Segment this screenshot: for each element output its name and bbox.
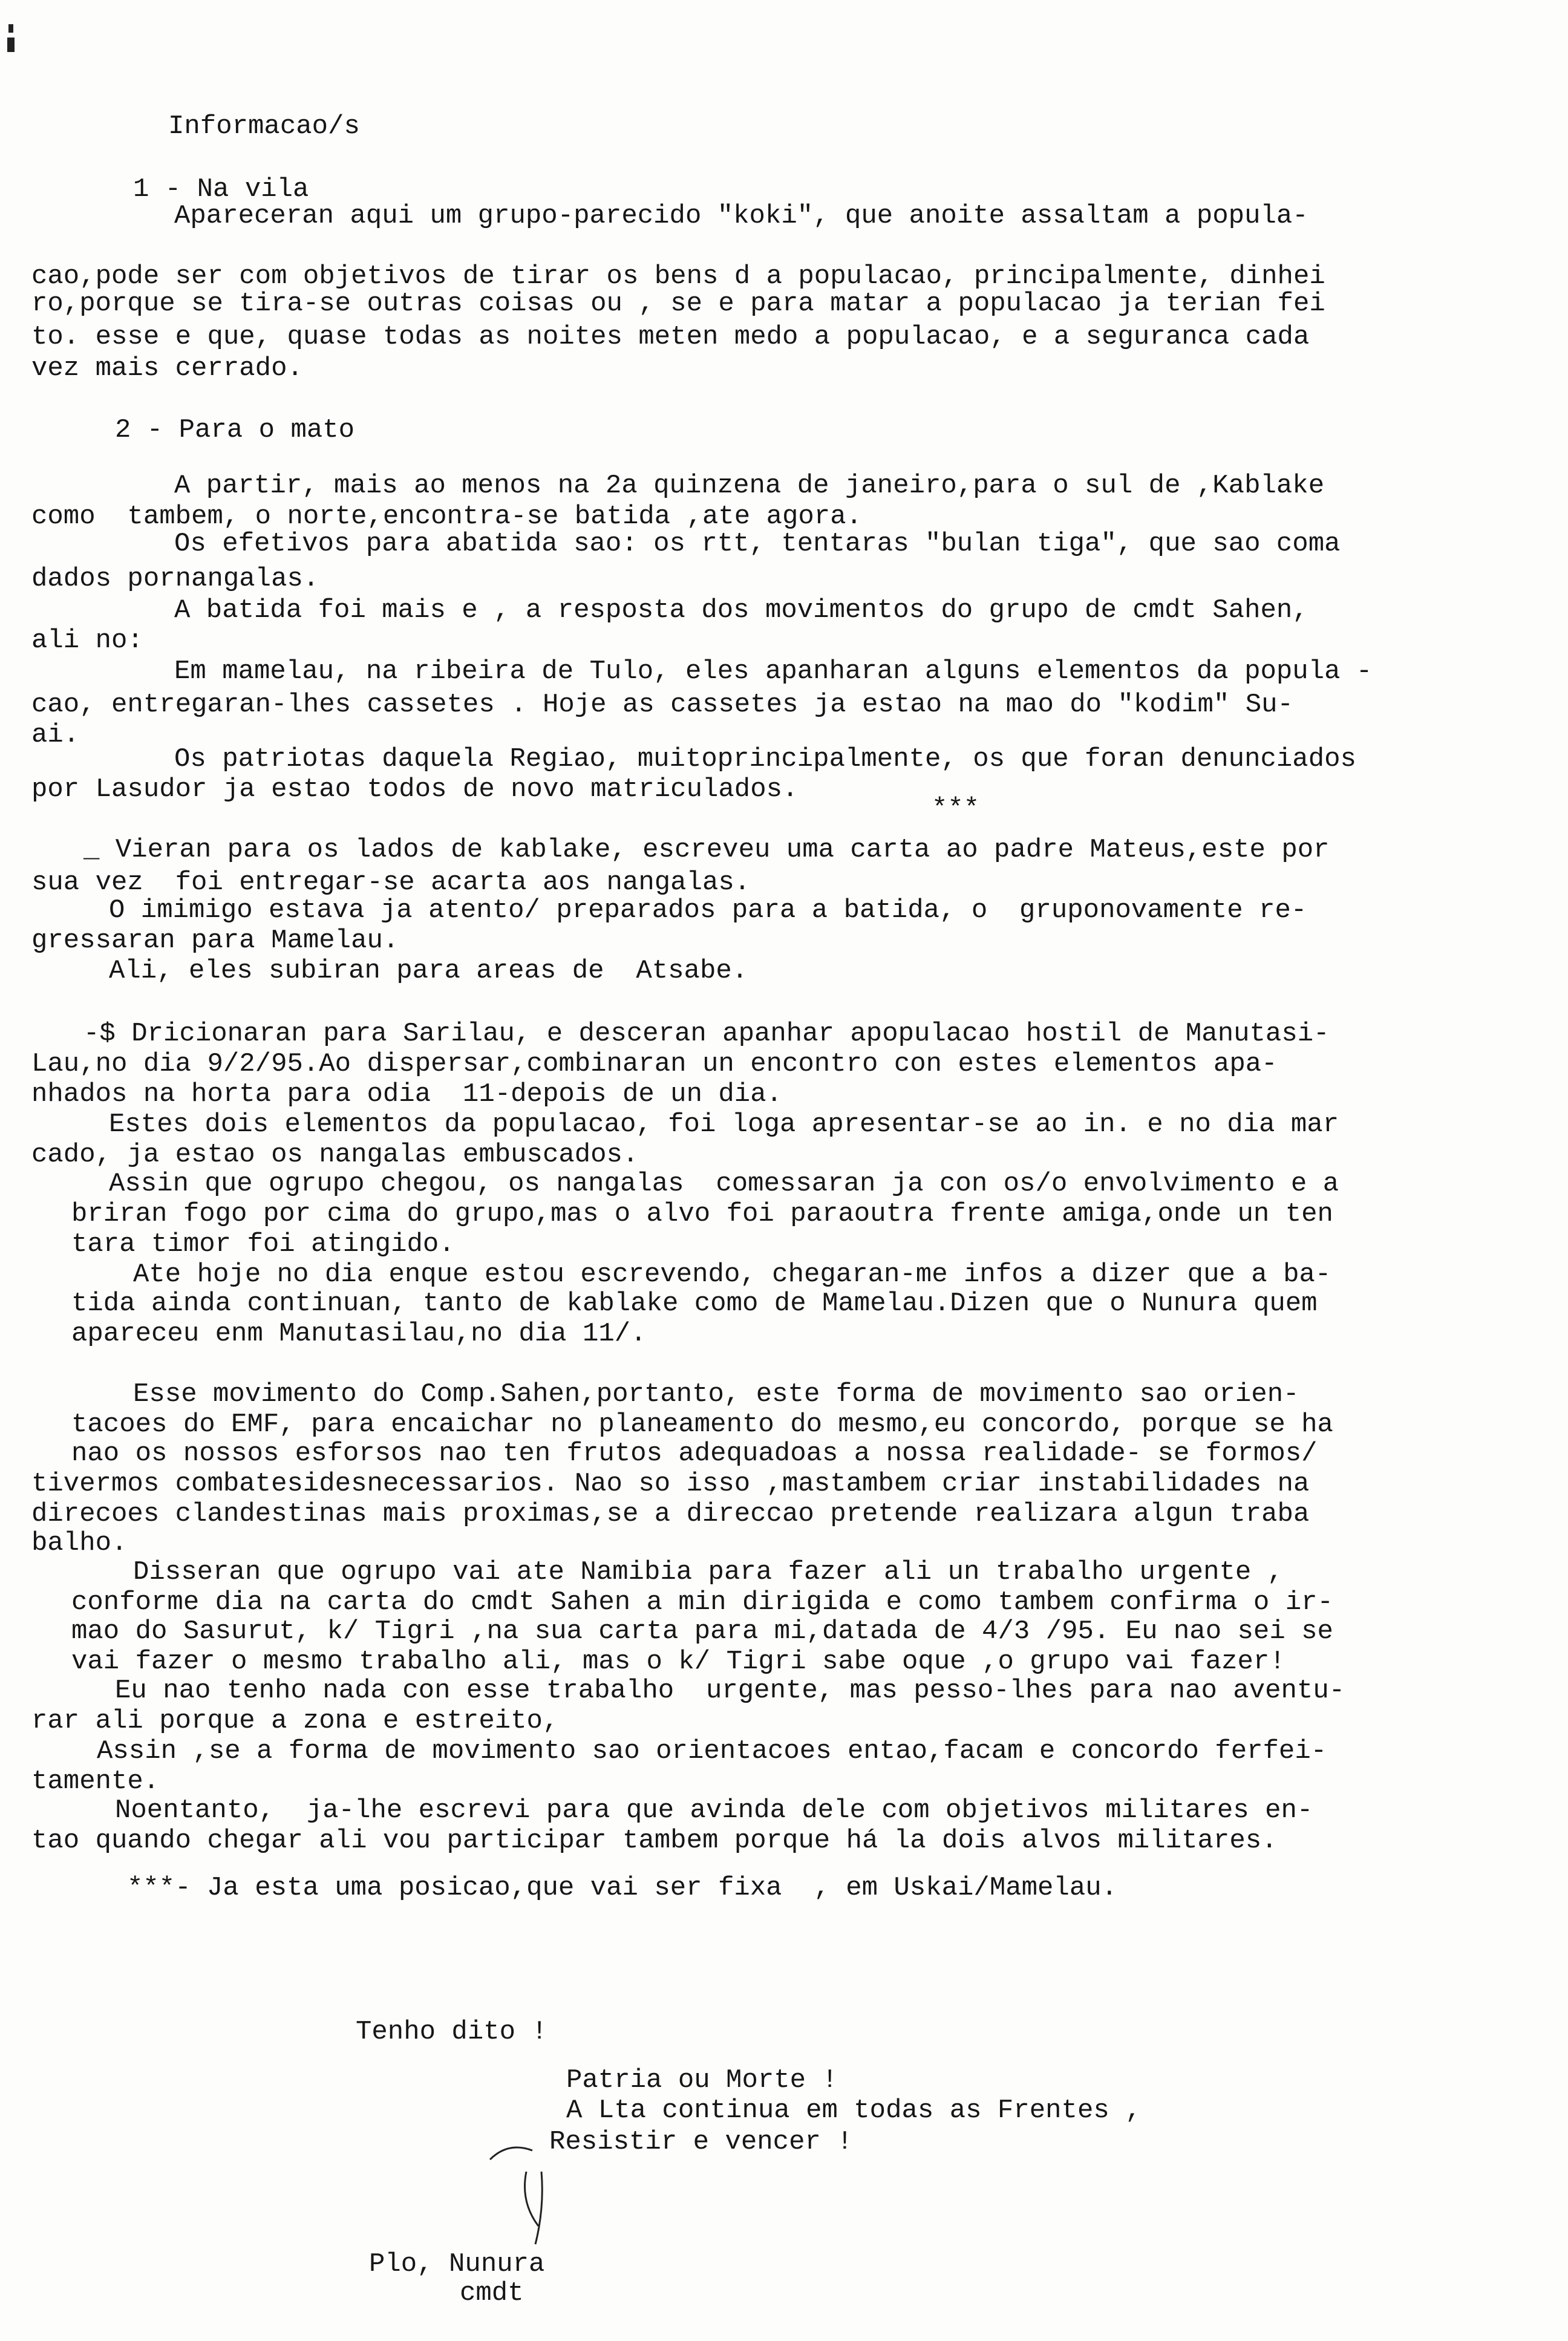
section-1-title: 1 - Na vila <box>133 174 309 204</box>
text-line: balho. <box>31 1528 128 1558</box>
text-line: Esse movimento do Comp.Sahen,portanto, este forma de movimento sao orien- <box>133 1379 1299 1409</box>
text-line: _ Vieran para os lados de kablake, escreveu uma carta ao padre Mateus,este por <box>83 835 1330 865</box>
text-line: Assin ,se a forma de movimento sao orientacoes entao,facam e concordo ferfei- <box>97 1736 1327 1766</box>
text-line: nao os nossos esforsos nao ten frutos adequadoas a nossa realidade- se formos/ <box>71 1438 1318 1469</box>
text-line: Em mamelau, na ribeira de Tulo, eles apanharan alguns elementos da popula - <box>174 656 1373 687</box>
text-line: tivermos combatesidesnecessarios. Nao so isso ,mastambem criar instabilidades na <box>31 1469 1310 1499</box>
text-line: apareceu enm Manutasilau,no dia 11/. <box>71 1319 647 1349</box>
text-line: cao, entregaran-lhes cassetes . Hoje as cassetes ja estao na mao do "kodim" Su- <box>31 690 1293 720</box>
text-line: por Lasudor ja estao todos de novo matriculados. <box>31 774 799 805</box>
text-line: ro,porque se tira-se outras coisas ou , se e para matar a populacao ja terian fei <box>31 289 1325 319</box>
text-line: Noentanto, ja-lhe escrevi para que avinda dele com objetivos militares en- <box>115 1795 1313 1826</box>
text-line: Assin que ogrupo chegou, os nangalas comessaran ja con os/o envolvimento e a <box>109 1169 1339 1199</box>
handwritten-signature <box>484 2135 569 2256</box>
closing-line: Patria ou Morte ! <box>566 2065 838 2095</box>
text-line: Eu nao tenho nada con esse trabalho urgente, mas pesso-lhes para nao aventu- <box>115 1676 1345 1706</box>
text-line: ai. <box>31 720 80 750</box>
section-2-title: 2 - Para o mato <box>115 415 355 445</box>
text-line: nhados na horta para odia 11-depois de un dia. <box>31 1079 783 1109</box>
text-line: Ali, eles subiran para areas de Atsabe. <box>109 956 748 986</box>
text-line: cao,pode ser com objetivos de tirar os bens d a populacao, principalmente, dinhei <box>31 261 1325 292</box>
text-line: ***- Ja esta uma posicao,que vai ser fixa , em Uskai/Mamelau. <box>127 1873 1118 1903</box>
closing-line: Resistir e vencer ! <box>549 2127 853 2157</box>
text-line: tamente. <box>31 1766 160 1797</box>
heading-informacao: Informacao/s <box>168 111 360 142</box>
text-line: vai fazer o mesmo trabalho ali, mas o k/ Tigri sabe oque ,o grupo vai fazer! <box>71 1647 1285 1677</box>
text-line: briran fogo por cima do grupo,mas o alvo foi paraoutra frente amiga,onde un ten <box>71 1199 1333 1229</box>
text-line: -$ Dricionaran para Sarilau, e desceran apanhar apopulacao hostil de Manutasi- <box>83 1019 1330 1049</box>
text-line: to. esse e que, quase todas as noites meten medo a populacao, e a seguranca cada <box>31 322 1310 352</box>
text-line: sua vez foi entregar-se acarta aos nangalas. <box>31 867 751 898</box>
margin-mark <box>7 38 15 52</box>
signature-title: cmdt <box>460 2278 524 2308</box>
text-line: tao quando chegar ali vou participar tambem porque há la dois alvos militares. <box>31 1826 1278 1856</box>
text-line: gressaran para Mamelau. <box>31 926 399 956</box>
text-line: Lau,no dia 9/2/95.Ao dispersar,combinaran un encontro con estes elementos apa- <box>31 1049 1278 1079</box>
text-line: tara timor foi atingido. <box>71 1229 455 1259</box>
text-line: tacoes do EMF, para encaichar no planeamento do mesmo,eu concordo, porque se ha <box>71 1409 1333 1440</box>
text-line: rar ali porque a zona e estreito, <box>31 1706 559 1736</box>
text-line: tida ainda continuan, tanto de kablake como de Mamelau.Dizen que o Nunura quem <box>71 1288 1318 1319</box>
text-line: direcoes clandestinas mais proximas,se a direccao pretende realizara algun traba <box>31 1499 1310 1529</box>
text-line: Disseran que ogrupo vai ate Namibia para fazer ali un trabalho urgente , <box>133 1557 1284 1587</box>
margin-mark <box>8 24 13 33</box>
text-line: dados pornangalas. <box>31 564 319 594</box>
text-line: O imimigo estava ja atento/ preparados para a batida, o gruponovamente re- <box>109 895 1307 926</box>
closing-tenho-dito: Tenho dito ! <box>356 2017 547 2047</box>
text-line: conforme dia na carta do cmdt Sahen a min dirigida e como tambem confirma o ir- <box>71 1587 1333 1618</box>
text-line: cado, ja estao os nangalas embuscados. <box>31 1140 639 1170</box>
text-line: Os patriotas daquela Regiao, muitoprincipalmente, os que foran denunciados <box>174 744 1356 774</box>
asterisk-note: *** <box>932 794 980 824</box>
text-line: Ate hoje no dia enque estou escrevendo, chegaran-me infos a dizer que a ba- <box>133 1259 1331 1290</box>
signature-name: Plo, Nunura <box>369 2249 545 2279</box>
text-line: A partir, mais ao menos na 2a quinzena de janeiro,para o sul de ,Kablake <box>174 471 1325 501</box>
text-line: como tambem, o norte,encontra-se batida ,ate agora. <box>31 501 863 532</box>
text-line: Estes dois elementos da populacao, foi loga apresentar-se ao in. e no dia mar <box>109 1109 1339 1140</box>
text-line: A batida foi mais e , a resposta dos movimentos do grupo de cmdt Sahen, <box>174 595 1308 625</box>
closing-line: A Lta continua em todas as Frentes , <box>566 2095 1142 2126</box>
text-line: Os efetivos para abatida sao: os rtt, tentaras "bulan tiga", que sao coma <box>174 529 1341 559</box>
text-line: ali no: <box>31 625 143 656</box>
text-line: mao do Sasurut, k/ Tigri ,na sua carta para mi,datada de 4/3 /95. Eu nao sei se <box>71 1616 1333 1647</box>
text-line: Apareceran aqui um grupo-parecido "koki", que anoite assaltam a popula- <box>174 201 1308 231</box>
text-line: vez mais cerrado. <box>31 353 303 384</box>
